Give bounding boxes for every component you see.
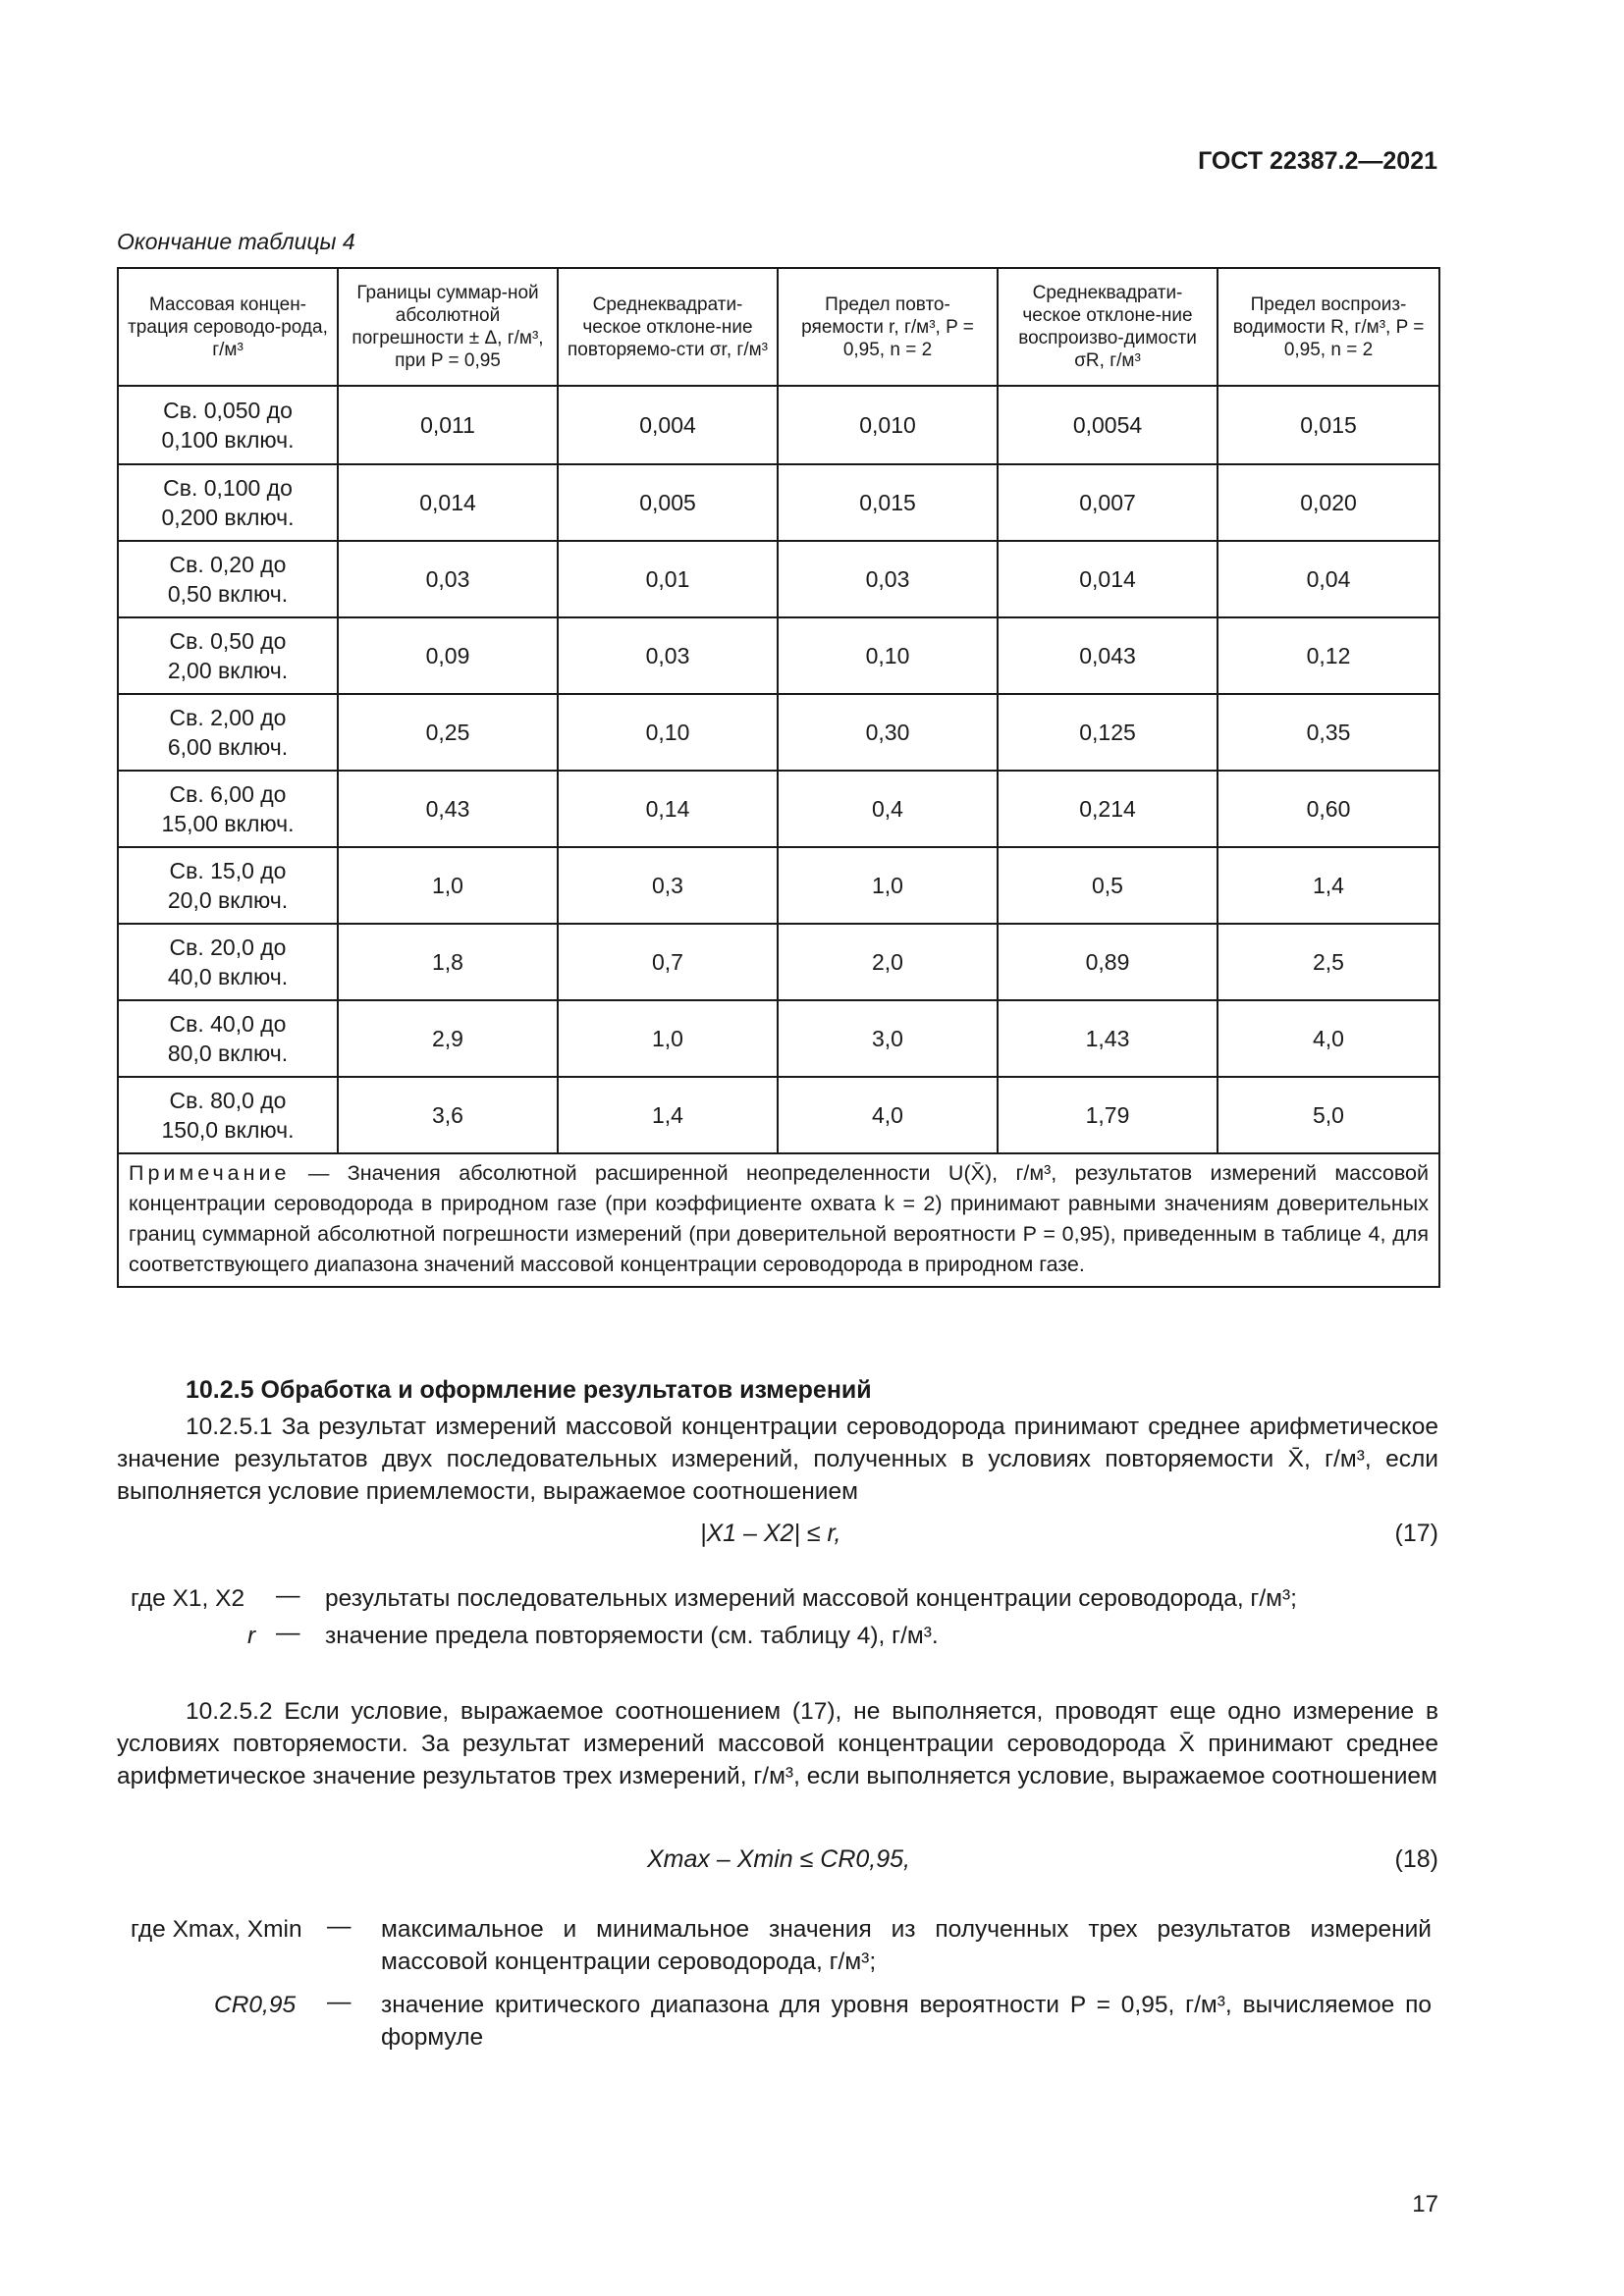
value-cell: 0,010 xyxy=(778,386,998,464)
value-cell: 0,14 xyxy=(558,771,778,847)
value-cell: 0,004 xyxy=(558,386,778,464)
formula-18-number: (18) xyxy=(1394,1845,1438,1873)
where-term-r: r xyxy=(247,1623,256,1649)
range-to: 20,0 включ. xyxy=(167,887,289,913)
note-text: — Значения абсолютной расширенной неопределенности U(X̄), г/м³, результатов измерений массовой концентрации сероводорода в природном газе (при коэффициенте охвата k = 2) принимают равными значениям доверительных границ суммарной абсолютной погрешности измерений (при доверительной вероятности P = 0,95), приведенным в таблице 4, для соответствующего диапазона значений массовой концентрации сероводорода в природном газе. xyxy=(129,1161,1429,1276)
value-cell: 0,03 xyxy=(338,541,558,617)
value-cell: 0,5 xyxy=(998,847,1218,924)
table-row xyxy=(118,771,1439,847)
table-row xyxy=(118,617,1439,694)
table-row xyxy=(118,464,1439,541)
value-cell: 0,89 xyxy=(998,924,1218,1000)
value-cell: 5,0 xyxy=(1218,1077,1439,1153)
range-to: 150,0 включ. xyxy=(161,1117,295,1143)
value-cell: 0,3 xyxy=(558,847,778,924)
value-cell: 0,020 xyxy=(1218,464,1439,541)
header-reproducibility-limit: Предел воспроиз-водимости R, г/м³, P = 0,95, n = 2 xyxy=(1218,268,1439,386)
concentration-range-cell xyxy=(118,771,338,847)
header-repeatability-sd: Среднеквадрати-ческое отклоне-ние повторяемо-сти σr, г/м³ xyxy=(558,268,778,386)
value-cell: 0,214 xyxy=(998,771,1218,847)
formula-17: |X1 – X2| ≤ r, xyxy=(700,1520,841,1547)
where-term-x1x2: где X1, X2 xyxy=(131,1585,245,1612)
value-cell: 0,043 xyxy=(998,617,1218,694)
range-from: Св. 80,0 до xyxy=(169,1088,287,1113)
value-cell: 3,0 xyxy=(778,1000,998,1077)
where-term-xmax-xmin: где Xmax, Xmin xyxy=(131,1916,302,1943)
value-cell: 0,04 xyxy=(1218,541,1439,617)
value-cell: 0,007 xyxy=(998,464,1218,541)
table-note-row xyxy=(118,1153,1439,1287)
where-dash: — xyxy=(276,1620,300,1646)
range-to: 0,100 включ. xyxy=(161,427,295,453)
where-text-x1x2: результаты последовательных измерений массовой концентрации сероводорода, г/м³; xyxy=(325,1585,1297,1612)
paragraph-10-2-5-2: 10.2.5.2 Если условие, выражаемое соотношением (17), не выполняется, проводят еще одно измерение в условиях повторяемости. За результат измерений массовой концентрации сероводорода X̄ принимают среднее арифметическое значение результатов трех измерений, г/м³, если выполняется условие, выражаемое соотношением xyxy=(117,1698,1438,1789)
value-cell: 0,125 xyxy=(998,694,1218,771)
where-term-cr: CR0,95 xyxy=(214,1992,297,2018)
concentration-range-cell xyxy=(118,1077,338,1153)
range-from: Св. 15,0 до xyxy=(169,858,287,883)
data-table xyxy=(117,267,1440,1288)
value-cell: 0,43 xyxy=(338,771,558,847)
table-row xyxy=(118,386,1439,464)
table-row xyxy=(118,1000,1439,1077)
range-to: 80,0 включ. xyxy=(167,1041,289,1066)
table-row xyxy=(118,1077,1439,1153)
value-cell: 2,5 xyxy=(1218,924,1439,1000)
where-dash: — xyxy=(327,1913,352,1940)
where-dash: — xyxy=(276,1582,300,1609)
note-label: Примечание xyxy=(129,1161,291,1185)
value-cell: 2,0 xyxy=(778,924,998,1000)
header-repeatability-limit: Предел повто-ряемости r, г/м³, P = 0,95, n = 2 xyxy=(778,268,998,386)
value-cell: 0,0054 xyxy=(998,386,1218,464)
value-cell: 4,0 xyxy=(1218,1000,1439,1077)
value-cell: 1,0 xyxy=(338,847,558,924)
where-text-xmax-xmin: максимальное и минимальное значения из полученных трех результатов измерений массовой концентрации сероводорода, г/м³; xyxy=(381,1916,1432,1975)
value-cell: 0,60 xyxy=(1218,771,1439,847)
header-error-bounds: Границы суммар-ной абсолютной погрешности ± Δ, г/м³, при P = 0,95 xyxy=(338,268,558,386)
value-cell: 1,4 xyxy=(1218,847,1439,924)
concentration-range-cell xyxy=(118,464,338,541)
value-cell: 0,03 xyxy=(778,541,998,617)
range-from: Св. 20,0 до xyxy=(169,934,287,960)
where-text-cr: значение критического диапазона для уровня вероятности P = 0,95, г/м³, вычисляемое по формуле xyxy=(381,1992,1432,2051)
header-concentration: Массовая концен-трация сероводо-рода, г/м³ xyxy=(118,268,338,386)
value-cell: 0,25 xyxy=(338,694,558,771)
table-note xyxy=(118,1153,1439,1287)
value-cell: 1,79 xyxy=(998,1077,1218,1153)
value-cell: 0,7 xyxy=(558,924,778,1000)
standard-number: ГОСТ 22387.2—2021 xyxy=(1198,147,1437,175)
range-from: Св. 2,00 до xyxy=(169,705,287,730)
range-from: Св. 0,050 до xyxy=(163,398,293,423)
value-cell: 1,8 xyxy=(338,924,558,1000)
table-header-row xyxy=(118,268,1439,386)
range-to: 0,200 включ. xyxy=(161,505,295,530)
value-cell: 1,0 xyxy=(778,847,998,924)
range-from: Св. 6,00 до xyxy=(169,781,287,807)
value-cell: 0,4 xyxy=(778,771,998,847)
table-row xyxy=(118,541,1439,617)
value-cell: 2,9 xyxy=(338,1000,558,1077)
range-from: Св. 0,100 до xyxy=(163,475,293,501)
value-cell: 0,10 xyxy=(778,617,998,694)
where-text-r: значение предела повторяемости (см. таблицу 4), г/м³. xyxy=(325,1623,939,1649)
value-cell: 0,014 xyxy=(998,541,1218,617)
value-cell: 0,10 xyxy=(558,694,778,771)
concentration-range-cell xyxy=(118,541,338,617)
concentration-range-cell xyxy=(118,924,338,1000)
value-cell: 0,12 xyxy=(1218,617,1439,694)
range-to: 6,00 включ. xyxy=(167,734,289,760)
value-cell: 0,005 xyxy=(558,464,778,541)
concentration-range-cell xyxy=(118,386,338,464)
range-to: 40,0 включ. xyxy=(167,964,289,989)
concentration-range-cell xyxy=(118,694,338,771)
value-cell: 0,015 xyxy=(1218,386,1439,464)
range-from: Св. 40,0 до xyxy=(169,1011,287,1037)
formula-18: Xmax – Xmin ≤ CR0,95, xyxy=(647,1845,910,1873)
where-dash: — xyxy=(327,1989,352,2015)
concentration-range-cell xyxy=(118,617,338,694)
page-number: 17 xyxy=(1412,2191,1438,2217)
section-heading: 10.2.5 Обработка и оформление результатов измерений xyxy=(186,1376,872,1404)
table-row xyxy=(118,847,1439,924)
range-from: Св. 0,50 до xyxy=(169,628,287,654)
range-from: Св. 0,20 до xyxy=(169,552,287,577)
value-cell: 0,01 xyxy=(558,541,778,617)
value-cell: 0,015 xyxy=(778,464,998,541)
value-cell: 0,03 xyxy=(558,617,778,694)
value-cell: 3,6 xyxy=(338,1077,558,1153)
value-cell: 0,35 xyxy=(1218,694,1439,771)
table-caption: Окончание таблицы 4 xyxy=(117,229,355,254)
formula-17-number: (17) xyxy=(1394,1520,1438,1547)
value-cell: 0,30 xyxy=(778,694,998,771)
value-cell: 1,0 xyxy=(558,1000,778,1077)
value-cell: 1,4 xyxy=(558,1077,778,1153)
concentration-range-cell xyxy=(118,1000,338,1077)
value-cell: 0,014 xyxy=(338,464,558,541)
value-cell: 0,09 xyxy=(338,617,558,694)
header-reproducibility-sd: Среднеквадрати-ческое отклоне-ние воспроизво-димости σR, г/м³ xyxy=(998,268,1218,386)
range-to: 0,50 включ. xyxy=(167,581,289,607)
table-row xyxy=(118,924,1439,1000)
value-cell: 0,011 xyxy=(338,386,558,464)
paragraph-10-2-5-1: 10.2.5.1 За результат измерений массовой концентрации сероводорода принимают среднее арифметическое значение результатов двух последовательных измерений, полученных в условиях повторяемости X̄, г/м³, если выполняется условие приемлемости, выражаемое соотношением xyxy=(117,1414,1438,1505)
value-cell: 4,0 xyxy=(778,1077,998,1153)
table-row xyxy=(118,694,1439,771)
range-to: 15,00 включ. xyxy=(161,811,295,836)
concentration-range-cell xyxy=(118,847,338,924)
value-cell: 1,43 xyxy=(998,1000,1218,1077)
range-to: 2,00 включ. xyxy=(167,658,289,683)
